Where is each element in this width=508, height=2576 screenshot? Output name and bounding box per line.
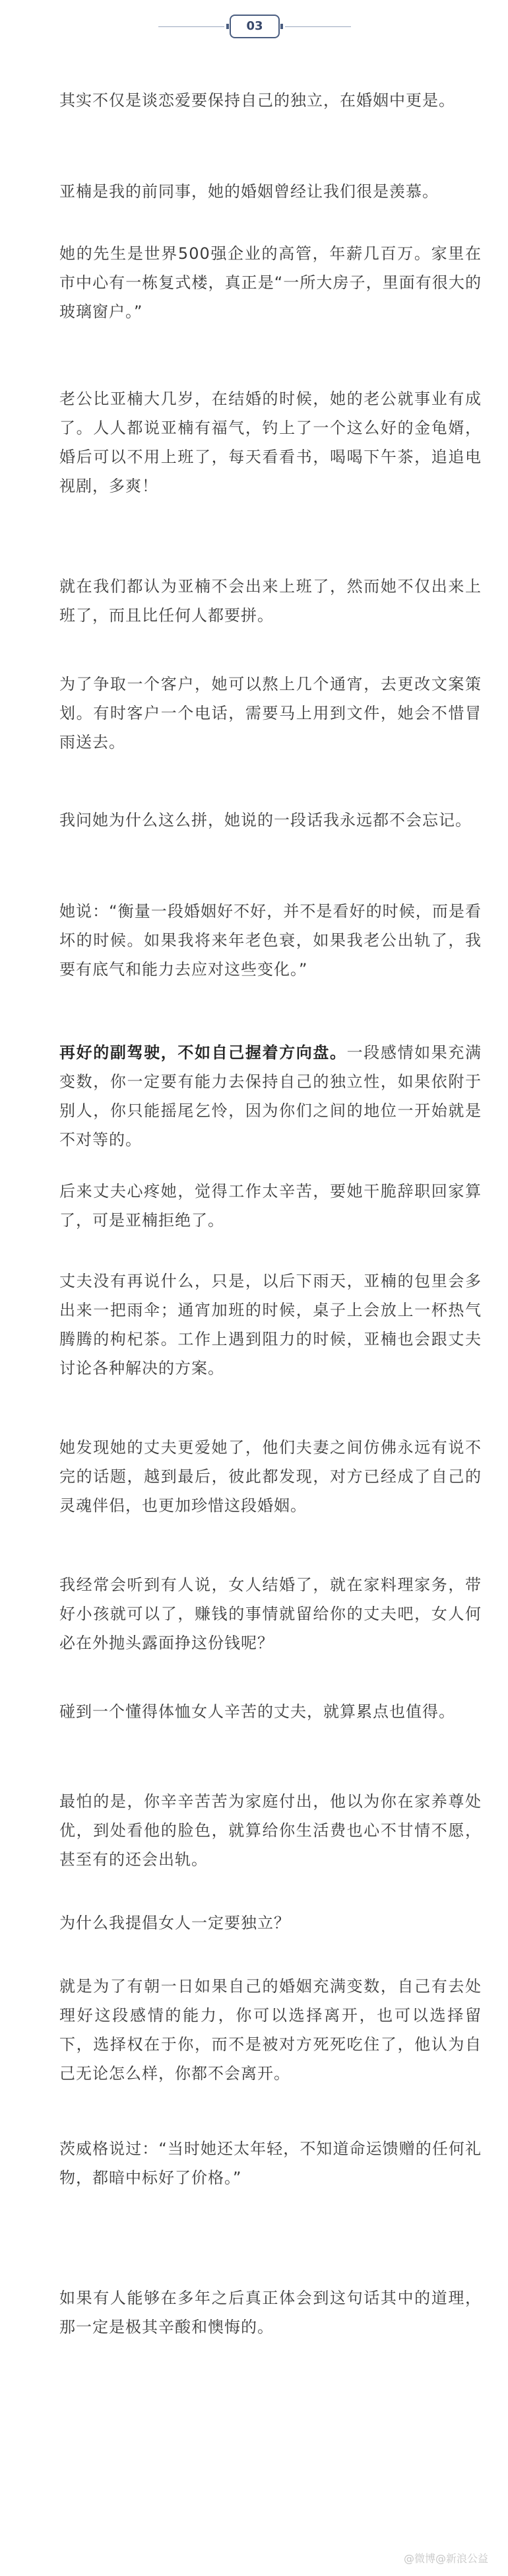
paragraph-9-text: 一段感情如果充满变数，你一定要有能力去保持自己的独立性，如果依附于别人，你只能摇尾乞怜，因为你们之间的地位一开始就是不对等的。: [59, 1043, 482, 1149]
paragraph-19: 如果有人能够在多年之后真正体会到这句话其中的道理，那一定是极其辛酸和懊悔的。: [59, 2289, 482, 2336]
paragraph-9: [59, 1038, 482, 1154]
paragraph-11: 丈夫没有再说什么，只是，以后下雨天，亚楠的包里会多出来一把雨伞；通宵加班的时候，桌子上会放上一杯热气腾腾的枸杞茶。工作上遇到阻力的时候，亚楠也会跟丈夫讨论各种解决的方案。: [59, 1272, 482, 1377]
paragraph-18: 茨威格说过：“当时她还太年轻，不知道命运馈赠的任何礼物，都暗中标好了价格。”: [59, 2140, 482, 2187]
section-header: [0, 15, 508, 38]
section-number-badge: 03: [230, 15, 280, 38]
paragraph-2: 亚楠是我的前同事，她的婚姻曾经让我们很是羡慕。: [59, 182, 439, 201]
paragraph-13: 我经常会听到有人说，女人结婚了，就在家料理家务，带好小孩就可以了，赚钱的事情就留给你的丈夫吧，女人何必在外抛头露面挣这份钱呢？: [59, 1576, 482, 1652]
paragraph-14: 碰到一个懂得体恤女人辛苦的丈夫，就算累点也值得。: [59, 1702, 455, 1721]
paragraph-12: 她发现她的丈夫更爱她了，他们夫妻之间仿佛永远有说不完的话题，越到最后，彼此都发现，对方已经成了自己的灵魂伴侣，也更加珍惜这段婚姻。: [59, 1438, 482, 1515]
paragraph-8: 她说：“衡量一段婚姻好不好，并不是看好的时候，而是看坏的时候。如果我将来年老色衰，如果我老公出轨了，我要有底气和能力去应对这些变化。”: [59, 902, 482, 979]
paragraph-5: 就在我们都认为亚楠不会出来上班了，然而她不仅出来上班了，而且比任何人都要拼。: [59, 577, 482, 625]
paragraph-1: 其实不仅是谈恋爱要保持自己的独立，在婚姻中更是。: [59, 91, 455, 110]
divider-right: [285, 26, 351, 27]
paragraph-10: 后来丈夫心疼她，觉得工作太辛苦，要她干脆辞职回家算了，可是亚楠拒绝了。: [59, 1182, 482, 1230]
paragraph-4: 老公比亚楠大几岁，在结婚的时候，她的老公就事业有成了。人人都说亚楠有福气，钓上了一个这么好的金龟婿，婚后可以不用上班了，每天看看书，喝喝下午茶，追追电视剧，多爽！: [59, 390, 482, 495]
divider-left: [158, 26, 224, 27]
paragraph-7: 我问她为什么这么拼，她说的一段话我永远都不会忘记。: [59, 811, 472, 829]
paragraph-17: 就是为了有朝一日如果自己的婚姻充满变数，自己有去处理好这段感情的能力，你可以选择离开，也可以选择留下，选择权在于你，而不是被对方死死吃住了，他认为自己无论怎么样，你都不会离开。: [59, 1977, 482, 2083]
paragraph-15: 最怕的是，你辛辛苦苦为家庭付出，他以为你在家养尊处优，到处看他的脸色，就算给你生活费也心不甘情不愿，甚至有的还会出轨。: [59, 1792, 482, 1869]
bold-lead: 再好的副驾驶，不如自己握着方向盘。: [59, 1043, 347, 1062]
watermark: @微博@新浪公益: [403, 2552, 488, 2565]
paragraph-16: 为什么我提倡女人一定要独立？: [59, 1914, 290, 1932]
paragraph-6: 为了争取一个客户，她可以熬上几个通宵，去更改文案策划。有时客户一个电话，需要马上用到文件，她会不惜冒雨送去。: [59, 675, 482, 751]
paragraph-3: 她的先生是世界500强企业的高管，年薪几百万。家里在市中心有一栋复式楼，真正是“一所大房子，里面有很大的玻璃窗户。”: [59, 244, 482, 321]
